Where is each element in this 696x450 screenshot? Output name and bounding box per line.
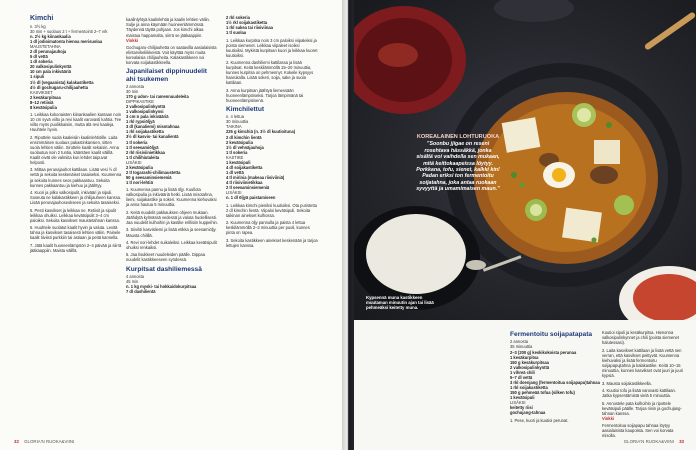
method-paragraph: 1. Kuumenna pannu ja lisää öljy. Kuullota valkosipulia ja inkivääriä hetki. Lisää misotahna, liemi, soijakastike ja sokeri. Kuumenna kiehuvaksi ja anna hautua 5 minuuttia. [126, 187, 217, 208]
method-paragraph: 1. Pese, kuori ja kuutioi perunat. [510, 417, 569, 423]
section-label: DIPPIKASTIKE [126, 99, 154, 105]
recipe-title: Japanilaiset dippinuudelit ahi tsukemen [126, 68, 207, 83]
method-paragraph: 1. Leikkaa kimchi pieniksi kuutioiksi. Ota puristettu 2 dl kimchin lientä. Viipaloi kevätsipuli. Sekoita taikinan ainekset kulhossa. [226, 202, 318, 218]
ingredient-line: 1 rkl soijakastiketta [126, 129, 164, 135]
method-paragraph: 2. Ripottele suola kaaleisiin kaalinlehtiöille. Laita ensimmäisen suolaus pakastinkansien, sitten suola lehtien väliin. Sirottele kaalit sekaisin. Anna suolautua noin 2 tuntia, kääntäen kaalit välillä. Kaalit eivät ole valmiita kun lehdet taipuvat helposti. [30, 134, 119, 165]
left-page-footer [14, 439, 74, 444]
method-paragraph: 2. Kuumenna dashiliemi kattilassa ja lisää kurpitsat. Keitä keskilämmöllä 15–20 minuuttia, kunnes kurpitsa on pehmennyt. Kokeile kypsyys haarukalla. Lisää sokeri, soija, sake ja suola kattilaan. [226, 60, 314, 86]
method-paragraph: 2. Kuumenna öljy pannulla ja paista 4 lettua keskilämmöllä 2–3 minuuttia per puoli, kunnes pinta on rapea. [226, 220, 310, 236]
ingredient-line: 1 vihreä chili [510, 369, 535, 375]
ingredient-line: 4 dl soijakastiketta [226, 164, 263, 170]
recipe-meta: 4 annosta [126, 273, 144, 279]
right-column-1 [510, 328, 600, 423]
method-paragraph: 1. Leikkaa kokonaisten kiinankaalien kantaan noin 10 cm syvä viilto ja revi kaalit varovasti kahtia. Tee viilto myös puolikkaisiin, mutta älä revi kaaleja. Huuhtele hyvin. [30, 112, 122, 133]
photo-caption: Kypsennä muna kastikkeen muutaman minuutin ajan tai lisää pehmeäksi keitetty muna. [366, 294, 434, 310]
method-paragraph: 7. Jätä kaalit huoneenlämpöön 2–4 päivää ja siirrä jääkaappiin. Maista välillä. [30, 242, 122, 253]
page-number: 33 [679, 439, 684, 444]
method-paragraph: 5. Jaa lisukkeet nuudeleiden päälle. Dippaa nuudelit kastikkeeseen syödessä. [126, 252, 205, 263]
method-paragraph: 6. Huuhtele suolatut kaalit hyvin ja valuta. Levitä tahna ja kasvikset tasaisesti lehtien väliin. Painele kaalit tiiviisti purkkiin tai astiaan ja peitä kannella. [30, 225, 121, 241]
ingredient-line: 1 tl seesamiöljyä [126, 144, 159, 150]
method-paragraph: Fermentoitua soijapapu tahnaa löytyy aasialaisista kaupoista. Sen voi korvata misolla. [602, 423, 674, 439]
ingredient-line: 1 tl nori-lehtiä [126, 179, 153, 185]
ingredient-line: 1 dl sokeria [30, 59, 53, 65]
method-paragraph: 4. Kuutioi tofu ja lisää varovasti kattilaan. Jatka kypsentämistä vielä 5 minuuttia. [602, 388, 676, 399]
section-label: KASVIKSET [30, 89, 53, 95]
ingredient-line: 2 kevätsipulia [126, 164, 153, 170]
ingredient-line: 1 dl vettä [226, 169, 244, 175]
ingredient-line: n. 2½ kg kiinankaalia [30, 34, 71, 40]
method-paragraph: 4. Kuori ja pilko valkosipulit, inkivääri ja sipuli. Soseuta ne kalakastikkeen ja chilijauheen kanssa. Lisää perunajauhoseokseen ja sekoita tasaiseksi. [30, 190, 122, 206]
tip-label: Vinkki [602, 415, 614, 421]
ingredient-line: 3 cm:n pala inkivääriä [126, 114, 169, 120]
pull-quote-text: ”Soonbu jjigae on reseni rosehtava hässäkkä, jonka sisältä voi vaihdella sen mukaan, mitä keittokaapeissa löytyy. Porkkana, tofu, sienet, kalkki kin! Padan eriksi ton fermentoitu soijatahna, joka antaa ruokaan syvyyttä ja umamimaisen maun.” [416, 141, 500, 193]
magazine-name: GLORIA'N RUOKA&VIINI [623, 439, 674, 444]
ingredient-line: keitetty riisi [510, 405, 533, 411]
ingredient-line: 150 g kesäkurpitsaa [510, 359, 549, 365]
method-paragraph: kaalinlyhtyä kaalinlehtiä ja kaalin lehtien väliin. Sulje ja anna käymään huoneenlämmössä. Täydennä täyttä pohjaan. Jos kimchi alkaa maistua happamalta, siirrä se jääkaappiin. [126, 17, 210, 38]
ingredient-line: 4½ dl gochugaru-chilijauhetta [30, 84, 89, 90]
ingredient-line: 1½ rkl soijakastiketta [226, 20, 268, 26]
ingredient-line: 2 rkl riisiviinietikkaa [126, 149, 165, 155]
ingredient-line: 2 kevätsipulia [226, 139, 253, 145]
ingredient-line: 2 dl kimchin lientä [226, 134, 262, 140]
ingredient-line: 225 g kimchiä (n. 3½ dl kuutioituna) [226, 129, 296, 135]
ingredient-line: 1 tl sokeria [226, 149, 248, 155]
recipe-meta: 2 annosta [126, 84, 144, 90]
ingredient-line: 1 rkl rypsiöljyä [126, 119, 155, 125]
recipe-meta: n. 3½ kg [30, 24, 46, 29]
left-column-2 [126, 15, 218, 294]
ingredient-line: 1 tl suolaa [226, 30, 247, 36]
method-paragraph: Kuutioi sipuli ja kesäkurpitsa. Hienonna valkosipulinkynnet ja chili (poista siemenet halutessasi). [602, 330, 679, 346]
ingredient-line: 2 valkosipulinkynttä [510, 364, 550, 370]
left-column-3 [226, 15, 318, 248]
method-paragraph: 3. Mausta soijakastikkeella. [602, 380, 652, 386]
section-label: MAUSTETAHNA [30, 44, 61, 50]
recipe-meta: 2 annosta [510, 339, 528, 345]
ingredient-line: 8 kevätsipulia [30, 104, 57, 110]
ingredient-line: n. 1 dl öljyä paistamiseen [226, 195, 276, 201]
page-number: 32 [14, 439, 19, 444]
recipe-title: Kimchi [30, 15, 54, 22]
left-column-1 [30, 15, 122, 253]
section-label: LISÄKSI [510, 399, 526, 405]
ingredient-line: 3 dl (kanaliemi) misotahnaa [126, 124, 180, 130]
spread-gutter [342, 0, 354, 450]
ingredient-line: 4 tl mirinia (makeaa riisiviiniä) [226, 174, 285, 180]
method-paragraph: 3. Anna kurpitsan jäähtyä liemessään huoneenlämpöiseksi. Tarjoa lämpimänä tai huoneenlämpöisenä. [226, 87, 304, 103]
ingredient-line: 170 g udon- tai ramennuudeleita [126, 94, 189, 100]
ingredient-line: 7 dl dashilientä [126, 289, 156, 295]
ingredient-line: 5 dl vettä [30, 54, 48, 60]
ingredient-line: 1 rkl soijakastiketta [510, 384, 548, 390]
recipe-title: Kimchilettut [226, 105, 265, 113]
ingredient-line: 1 tl chilihiutaleita [126, 154, 160, 160]
recipe-meta: n. 4 lettua [226, 114, 244, 120]
method-paragraph: 5. Pesti kasvikset ja leikkaa ne. Retiisit ja sipulit leikkaa ohuiksi. Leikkaa kevätsipulit 3–4 cm paloiksi. Sekoita kasvikset maustetahnan kanssa. [30, 207, 120, 223]
ingredient-line: 1 kesäkurpitsa [510, 354, 539, 360]
recipe-meta: 45 min [126, 278, 139, 284]
ingredient-line: 1 dl jodioimatonta hienoa merisuolaa [30, 39, 103, 45]
method-paragraph: 3. Sekoita kastikkeen ainekset keskenään ja tarjoa lettujen kanssa. [226, 237, 318, 248]
method-paragraph: 2. Laita kasvikset kattilaan ja lisää vettä sen verran, että kasvikset peittyvät. Kuumenna kiehuvaksi ja lisää fermentoitu soijapapujtahna ja kalakastike. Keitä 10–15 minuuttia, kunnes kasvikset ovat juuri ja juuri kypsiä. [602, 347, 684, 379]
ingredient-line: 2 kesäkurpitsaa [30, 94, 61, 100]
ingredient-line: 5–7 dl vettä [510, 374, 533, 380]
ingredient-line: 2 dl perunajauhoja [30, 49, 67, 55]
ingredient-line: 8–12 retiisiä [30, 99, 54, 105]
magazine-name: GLORIA'N RUOKA&VIINI [24, 439, 75, 444]
method-paragraph: 1. Leikkaa kurpitsa noin 3 cm paloiksi viipaleiksi ja poista siemenet. Leikkaa viipaleet isoiksi kuutioiksi. Mykistä kurpitsan kuori ja leikkaa kuoret kuutioiksi. [226, 37, 318, 58]
right-column-2 [602, 328, 686, 438]
recipe-title: Fermentoitu soijapatapata [510, 331, 593, 338]
ingredient-line: 4 tl riisiviinietikkaa [226, 179, 263, 185]
method-paragraph: 2. Keitä nuudelit pakkauksen ohjeen mukaan. Jäähdytä kylmässä vedessä ja valuta huolellisesti. Jaa nuudelit kulhoihin ja kastike erillisiin kuppeihin. [126, 209, 218, 226]
recipe-meta: 30 min + suolaus 2 t + fermentointi 2–7 vrk [30, 29, 108, 35]
method-paragraph: Gochugaru-chilijauhetta on saatavilla aasialaisista elintarvikeliikkeistä. Voit käyttää myös muita korealaisia chilijauheita. Kalakastikkeen voi korvata soijakastikkeella. [126, 45, 217, 66]
ingredient-line: 2 rkl sokeria [226, 15, 250, 20]
section-label: TAIKINA [226, 124, 242, 130]
ingredient-line: 10 cm pala inkivääriä [30, 69, 71, 75]
right-page-footer [624, 439, 684, 444]
ingredient-line: 3½ dl kasvis- tai kanalientä [126, 134, 179, 140]
tip-label: Vinkki [126, 37, 138, 43]
ingredient-line: gochujang-tahnaa [510, 410, 546, 416]
ingredient-line: 1 kevätsipuli [510, 394, 535, 400]
ingredient-line: 2 tl togarashi-chilimaustetta [126, 169, 181, 175]
right-page [354, 0, 696, 450]
ingredient-line: 1½ dl (vegaanista) kalakastiketta [30, 79, 94, 85]
section-label: LISÄKSI [126, 159, 142, 165]
section-label: KASTIKE [226, 154, 244, 160]
ingredient-line: 2–3 (200 g) keskikokoista perunaa [510, 349, 577, 355]
pull-quote-title: KOREALAINEN LOHTURUOKA [416, 134, 500, 140]
ingredient-line: 3 rkl doenjang (fermentoitua soijapapu)tahnaa [510, 379, 600, 385]
ingredient-line: 1 sipuli [30, 74, 45, 80]
pull-quote [416, 134, 500, 193]
stew-photo [354, 0, 696, 320]
ingredient-line: 1 kevätsipuli [226, 159, 251, 165]
ingredient-line: 1 tl sokeria [126, 139, 148, 145]
recipe-title: Kurpitsat dashiliemessä [126, 265, 202, 273]
ingredient-line: 1 rkl sakea tai riisiviinaa [226, 25, 273, 31]
ingredient-line: 20 valkosipulinkynttä [30, 64, 72, 70]
recipe-meta: 35 minuuttia [510, 344, 533, 350]
ingredient-line: 2 valkosipulinkynttä [126, 104, 166, 110]
section-label: LISÄKSI [226, 190, 242, 196]
ingredient-line: 2 tl seesaminsiemeniä [226, 184, 270, 190]
method-paragraph: 5. Annostele pata kulhoihin ja ripottele kevätsipuli päälle. Tarjoa riisin ja gochujang-tahnan kanssa. [602, 400, 682, 416]
recipe-meta: 30 minuuttia [226, 119, 249, 125]
ingredient-line: 150 g pehmeää tofua (silken tofu) [510, 389, 575, 395]
ingredient-line: n. 1 kg myski- tai hokkaidokurpitsaa [126, 284, 197, 290]
method-paragraph: 4. Revi nori-lehdet suikaleiksi. Leikkaa kevätsipulit ohuiksi renkaiksi. [126, 239, 217, 250]
left-page [0, 0, 342, 450]
method-paragraph: 3. Mittaa perunajauhot kattilaan. Lisää vesi ½ dl vettä ja sekoita keskenäiset tasaiseksi. Kuumenna ja sekoita kunnes seos pakkaantuu. Sekoita kunnes pakkaantuu ja kiehuu ja jäähtyy. [30, 167, 122, 188]
ingredient-line: 1½ dl vehnäjauhoja [226, 144, 264, 150]
ingredient-line: 50 g seesaminsiemeniä [126, 174, 172, 180]
method-paragraph: 3. Siivilöi kasvisliemi ja lisää etikka ja seesamiöljy. Mausta chilillä. [126, 227, 217, 238]
recipe-meta: 30 min [126, 89, 139, 95]
ingredient-line: 1 valkosipulinkynsi [126, 109, 164, 115]
stew-photo-illustration [354, 0, 696, 320]
